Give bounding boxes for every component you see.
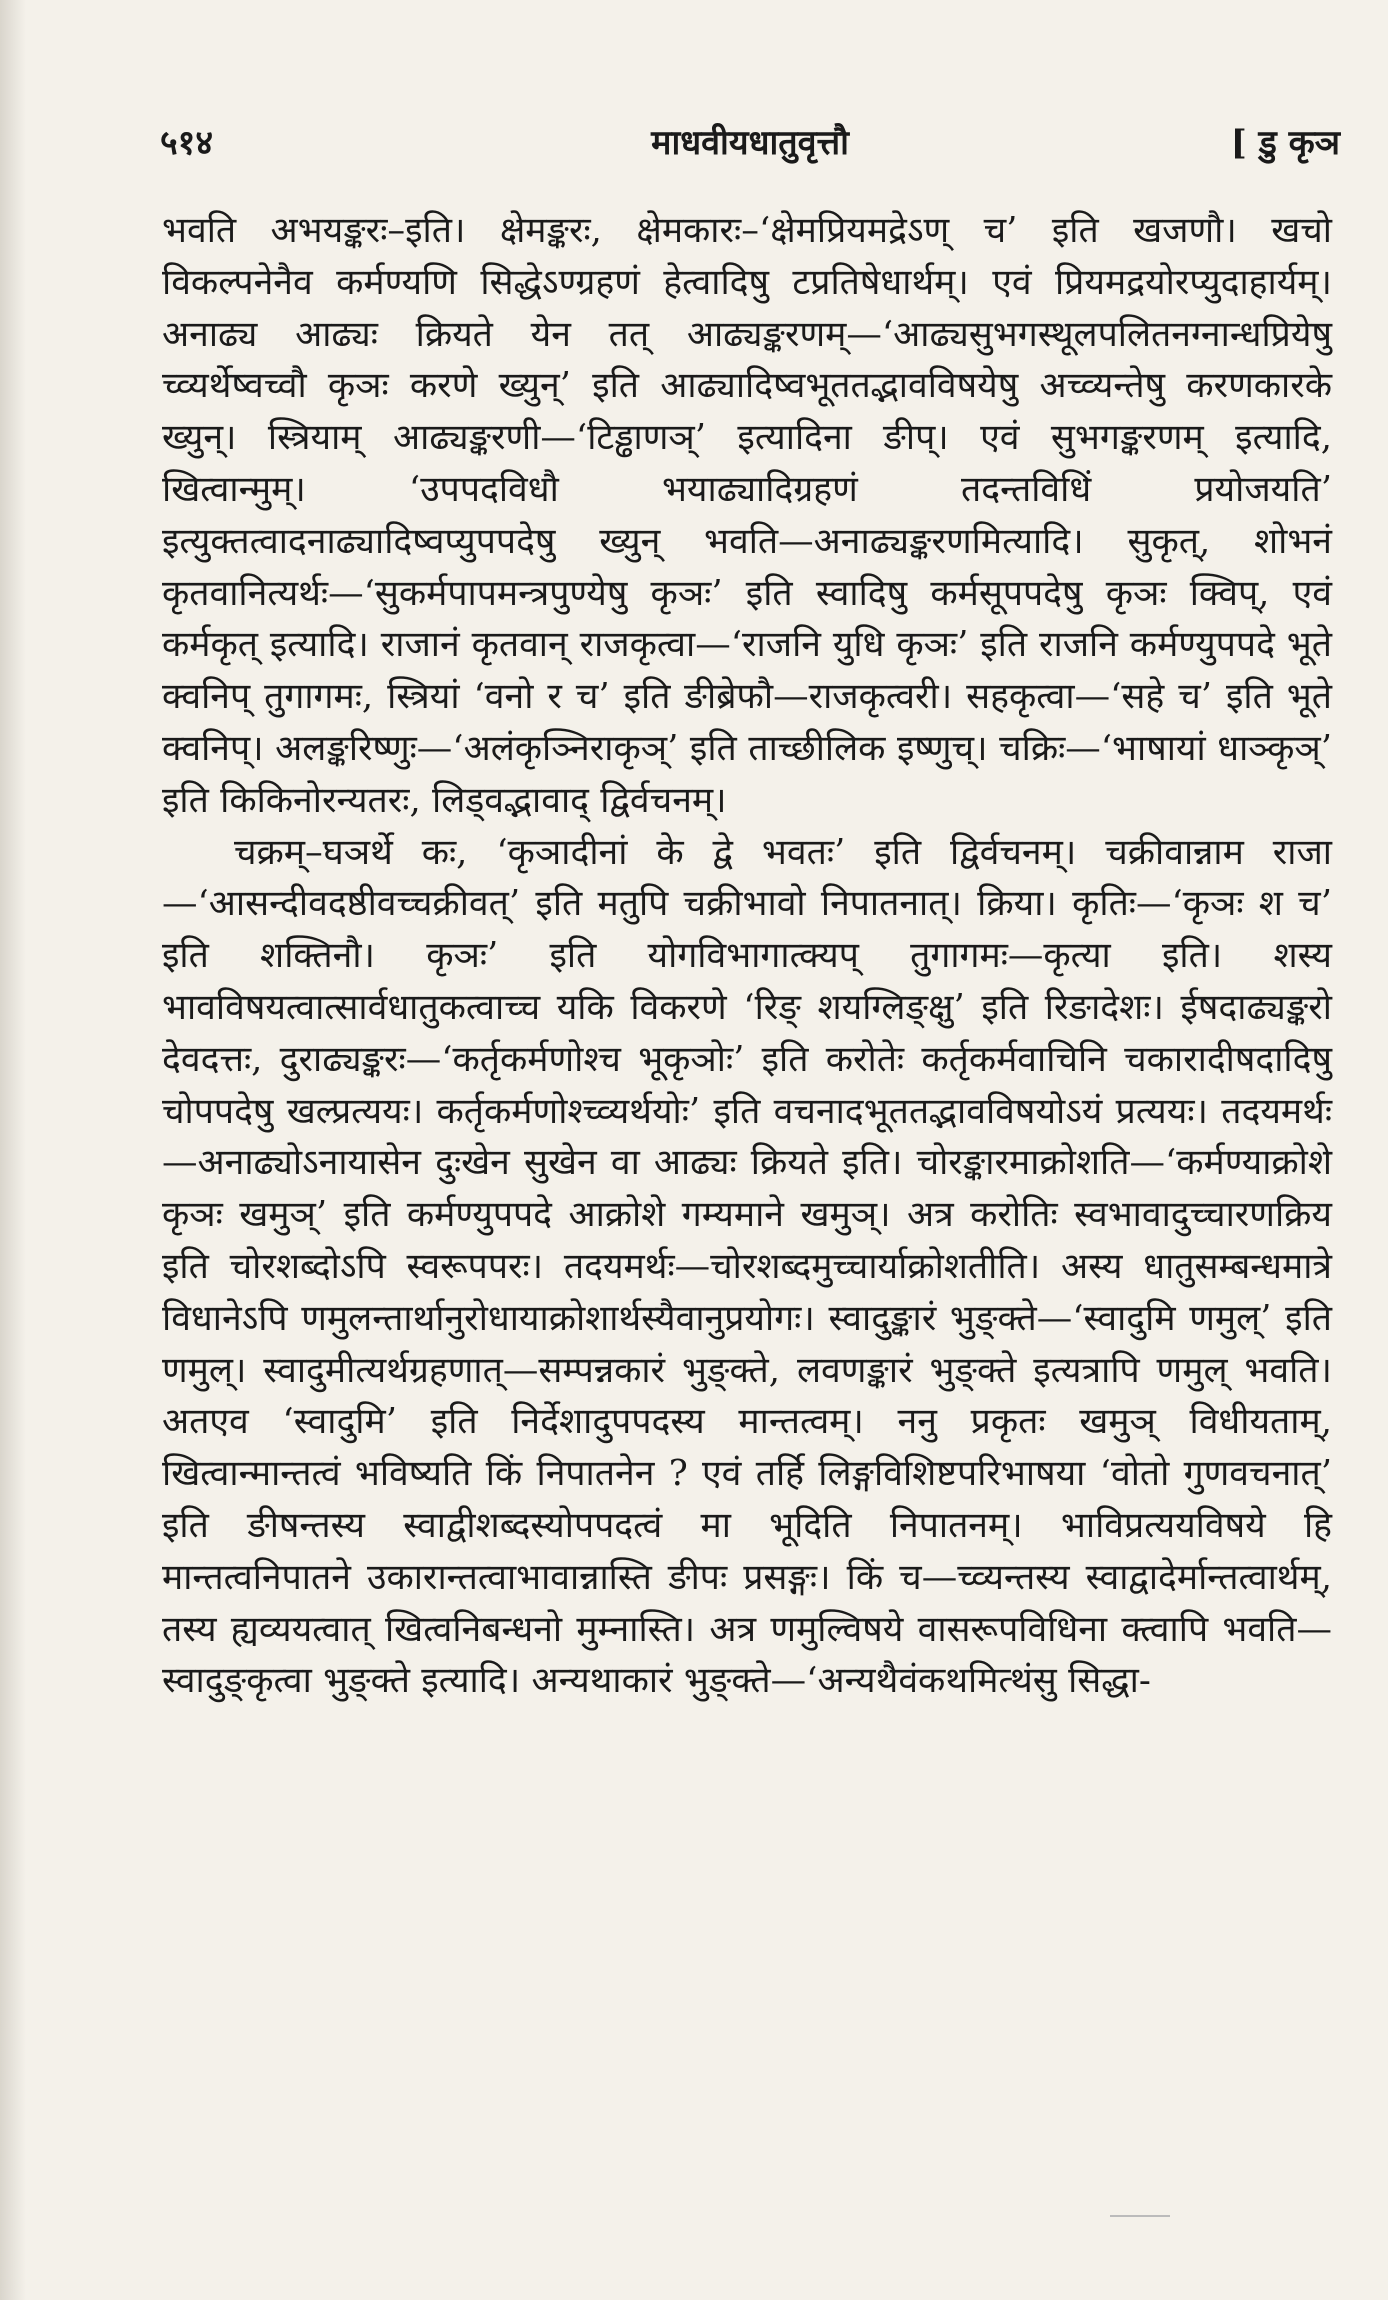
page-number: ५१४ (160, 123, 214, 163)
page-gutter-shadow (0, 0, 26, 2300)
body-text (162, 205, 1332, 1707)
running-head (160, 118, 1340, 178)
running-title: माधवीयधातुवृत्तौ (651, 123, 849, 163)
section-reference: [ डु कृञ (1230, 123, 1340, 163)
scan-mark (1110, 2215, 1170, 2217)
paragraph-2: चक्रम्–घञर्थे कः, ‘कृञादीनां के द्वे भवतः’ इति द्विर्वचनम्। चक्रीवान्नाम राजा—‘आसन्दीवदष्ठीवच्चक्रीवत्’ इति मतुपि चक्रीभावो निपातनात्। क्रिया। कृतिः—‘कृञः श च’ इति शक्तिनौ। कृञः’ इति योगविभागात्क्यप् तुगागमः—कृत्या इति। शस्य भावविषयत्वात्सार्वधातुकत्वाच्च यकि विकरणे ‘रिङ् शयग्लिङ्क्षु’ इति रिङादेशः। ईषदाढ्यङ्करो देवदत्तः, दुराढ्यङ्करः—‘कर्तृकर्मणोश्च भूकृञोः’ इति करोतेः कर्तृकर्मवाचिनि चकारादीषदादिषु चोपपदेषु खल्प्रत्ययः। कर्तृकर्मणोश्च्व्यर्थयोः’ इति वचनादभूततद्भावविषयोऽयं प्रत्ययः। तदयमर्थः—अनाढ्योऽनायासेन दुःखेन सुखेन वा आढ्यः क्रियते इति। चोरङ्कारमाक्रोशति—‘कर्मण्याक्रोशे कृञः खमुञ्’ इति कर्मण्युपपदे आक्रोशे गम्यमाने खमुञ्। अत्र करोतिः स्वभावादुच्चारणक्रिय इति चोरशब्दोऽपि स्वरूपपरः। तदयमर्थः—चोरशब्दमुच्चार्याक्रोशतीति। अस्य धातुसम्बन्धमात्रे विधानेऽपि णमुलन्तार्थानुरोधायाक्रोशार्थस्यैवानुप्रयोगः। स्वादुङ्कारं भुङ्क्ते—‘स्वादुमि णमुल्’ इति णमुल्। स्वादुमीत्यर्थग्रहणात्—सम्पन्नकारं भुङ्क्ते, लवणङ्कारं भुङ्क्ते इत्यत्रापि णमुल् भवति। अतएव ‘स्वादुमि’ इति निर्देशादुपपदस्य मान्तत्वम्। ननु प्रकृतः खमुञ् विधीयताम्, खित्वान्मान्तत्वं भविष्यति किं निपातनेन ? एवं तर्हि लिङ्गविशिष्टपरिभाषया ‘वोतो गुणवचनात्’ इति ङीषन्तस्य स्वाद्वीशब्दस्योपपदत्वं मा भूदिति निपातनम्। भाविप्रत्ययविषये हि मान्तत्वनिपातने उकारान्तत्वाभावान्नास्ति ङीपः प्रसङ्गः। किं च—च्व्यन्तस्य स्वाद्वादेर्मान्तत्वार्थम्, तस्य ह्यव्ययत्वात् खित्वनिबन्धनो मुम्नास्ति। अत्र णमुल्विषये वासरूपविधिना क्त्वापि भवति—स्वादुङ्कृत्वा भुङ्क्ते इत्यादि। अन्यथाकारं भुङ्क्ते—‘अन्यथैवंकथमित्थंसु सिद्धा- (162, 831, 1332, 1702)
paragraph-1: भवति अभयङ्करः–इति। क्षेमङ्करः, क्षेमकारः–‘क्षेमप्रियमद्रेऽण् च’ इति खजणौ। खचो विकल्पनेनैव कर्मण्यणि सिद्धेऽण्ग्रहणं हेत्वादिषु टप्रतिषेधार्थम्। एवं प्रियमद्रयोरप्युदाहार्यम्। अनाढ्य आढ्यः क्रियते येन तत् आढ्यङ्करणम्—‘आढ्यसुभगस्थूलपलितनग्नान्धप्रियेषु च्व्यर्थेष्वच्वौ कृञः करणे ख्युन्’ इति आढ्यादिष्वभूततद्भावविषयेषु अच्व्यन्तेषु करणकारके ख्युन्। स्त्रियाम् आढ्यङ्करणी—‘टिड्ढाणञ्’ इत्यादिना ङीप्। एवं सुभगङ्करणम् इत्यादि, खित्वान्मुम्। ‘उपपदविधौ भयाढ्यादिग्रहणं तदन्तविधिं प्रयोजयति’ इत्युक्तत्वादनाढ्यादिष्वप्युपपदेषु ख्युन् भवति—अनाढ्यङ्करणमित्यादि। सुकृत्, शोभनं कृतवानित्यर्थः—‘सुकर्मपापमन्त्रपुण्येषु कृञः’ इति स्वादिषु कर्मसूपपदेषु कृञः क्विप्, एवं कर्मकृत् इत्यादि। राजानं कृतवान् राजकृत्वा—‘राजनि युधि कृञः’ इति राजनि कर्मण्युपपदे भूते क्वनिप् तुगागमः, स्त्रियां ‘वनो र च’ इति ङीब्रेफौ—राजकृत्वरी। सहकृत्वा—‘सहे च’ इति भूते क्वनिप्। अलङ्करिष्णुः—‘अलंकृञ्निराकृञ्’ इति ताच्छीलिक इष्णुच्। चक्रिः—‘भाषायां धाञ्कृञ्’ इति किकिनोरन्यतरः, लिड्वद्भावाद् द्विर्वचनम्। (162, 210, 1332, 821)
